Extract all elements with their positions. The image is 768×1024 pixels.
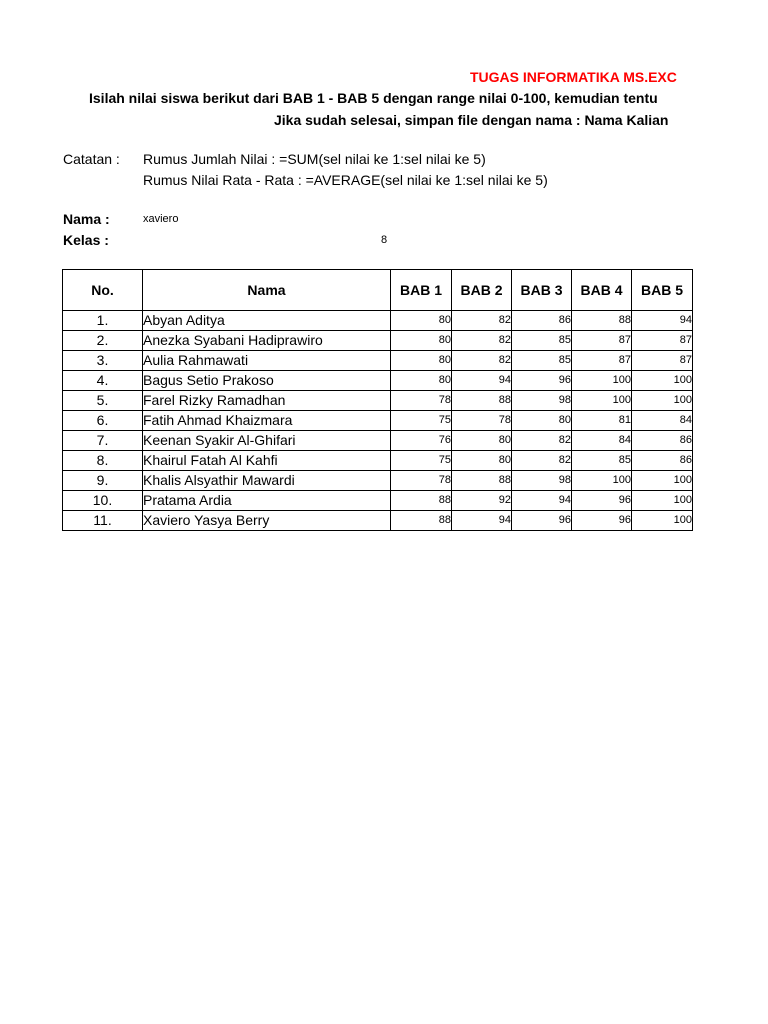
- table-row: [63, 331, 693, 351]
- header-bab2[interactable]: BAB 2: [452, 270, 512, 311]
- student-name-cell[interactable]: Anezka Syabani Hadiprawiro: [143, 331, 391, 351]
- student-name-cell[interactable]: Khalis Alsyathir Mawardi: [143, 471, 391, 491]
- score-cell-bab1[interactable]: 75: [391, 451, 452, 471]
- header-name[interactable]: Nama: [143, 270, 391, 311]
- student-name-cell[interactable]: Khairul Fatah Al Kahfi: [143, 451, 391, 471]
- student-name-cell[interactable]: Xaviero Yasya Berry: [143, 511, 391, 531]
- header-bab5[interactable]: BAB 5: [632, 270, 693, 311]
- row-number-cell[interactable]: 11.: [63, 511, 143, 531]
- row-number-cell[interactable]: 2.: [63, 331, 143, 351]
- header-bab4[interactable]: BAB 4: [572, 270, 632, 311]
- table-row: [63, 391, 693, 411]
- score-cell-bab3[interactable]: 98: [512, 391, 572, 411]
- score-cell-bab2[interactable]: 94: [452, 371, 512, 391]
- row-number-cell[interactable]: 3.: [63, 351, 143, 371]
- score-cell-bab1[interactable]: 88: [391, 511, 452, 531]
- table-row: [63, 511, 693, 531]
- score-cell-bab2[interactable]: 80: [452, 431, 512, 451]
- header-no[interactable]: No.: [63, 270, 143, 311]
- table-row: [63, 311, 693, 331]
- score-cell-bab4[interactable]: 88: [572, 311, 632, 331]
- score-cell-bab2[interactable]: 82: [452, 331, 512, 351]
- instruction-row-2: [0, 112, 692, 132]
- table-row: [63, 491, 693, 511]
- row-number-cell[interactable]: 9.: [63, 471, 143, 491]
- student-name-label: Nama :: [63, 211, 110, 227]
- score-cell-bab2[interactable]: 78: [452, 411, 512, 431]
- student-name-cell[interactable]: Aulia Rahmawati: [143, 351, 391, 371]
- table-header-row: [63, 270, 693, 311]
- score-cell-bab4[interactable]: 85: [572, 451, 632, 471]
- score-cell-bab5[interactable]: 100: [632, 371, 693, 391]
- sheet-title: TUGAS INFORMATIKA MS.EXC: [470, 69, 677, 85]
- score-cell-bab3[interactable]: 96: [512, 371, 572, 391]
- score-cell-bab5[interactable]: 100: [632, 491, 693, 511]
- table-row: [63, 371, 693, 391]
- sheet-title-row: [0, 69, 692, 89]
- table-row: [63, 411, 693, 431]
- score-cell-bab5[interactable]: 86: [632, 451, 693, 471]
- score-cell-bab4[interactable]: 100: [572, 391, 632, 411]
- score-cell-bab3[interactable]: 82: [512, 431, 572, 451]
- score-cell-bab1[interactable]: 80: [391, 311, 452, 331]
- table-row: [63, 471, 693, 491]
- score-cell-bab4[interactable]: 100: [572, 471, 632, 491]
- score-cell-bab4[interactable]: 100: [572, 371, 632, 391]
- score-cell-bab2[interactable]: 88: [452, 391, 512, 411]
- notes-label: Catatan :: [63, 151, 120, 167]
- score-cell-bab4[interactable]: 81: [572, 411, 632, 431]
- score-cell-bab2[interactable]: 80: [452, 451, 512, 471]
- score-cell-bab3[interactable]: 94: [512, 491, 572, 511]
- score-cell-bab4[interactable]: 87: [572, 351, 632, 371]
- student-name-cell[interactable]: Keenan Syakir Al-Ghifari: [143, 431, 391, 451]
- score-cell-bab1[interactable]: 80: [391, 371, 452, 391]
- row-number-cell[interactable]: 10.: [63, 491, 143, 511]
- score-cell-bab3[interactable]: 85: [512, 331, 572, 351]
- score-cell-bab1[interactable]: 80: [391, 331, 452, 351]
- score-cell-bab5[interactable]: 87: [632, 331, 693, 351]
- score-cell-bab5[interactable]: 100: [632, 391, 693, 411]
- student-name-cell[interactable]: Bagus Setio Prakoso: [143, 371, 391, 391]
- header-bab3[interactable]: BAB 3: [512, 270, 572, 311]
- score-cell-bab3[interactable]: 85: [512, 351, 572, 371]
- row-number-cell[interactable]: 5.: [63, 391, 143, 411]
- score-cell-bab2[interactable]: 92: [452, 491, 512, 511]
- row-number-cell[interactable]: 1.: [63, 311, 143, 331]
- student-name-cell[interactable]: Abyan Aditya: [143, 311, 391, 331]
- score-cell-bab5[interactable]: 87: [632, 351, 693, 371]
- score-cell-bab1[interactable]: 78: [391, 391, 452, 411]
- score-cell-bab1[interactable]: 88: [391, 491, 452, 511]
- score-cell-bab2[interactable]: 88: [452, 471, 512, 491]
- student-class-cell[interactable]: 8: [381, 234, 388, 246]
- score-cell-bab5[interactable]: 84: [632, 411, 693, 431]
- score-cell-bab4[interactable]: 84: [572, 431, 632, 451]
- score-cell-bab2[interactable]: 94: [452, 511, 512, 531]
- score-cell-bab1[interactable]: 78: [391, 471, 452, 491]
- instruction-line-1: Isilah nilai siswa berikut dari BAB 1 - BAB 5 dengan range nilai 0-100, kemudian tentu: [89, 90, 658, 106]
- student-name-cell[interactable]: xaviero: [143, 213, 179, 225]
- score-cell-bab1[interactable]: 75: [391, 411, 452, 431]
- table-body: [63, 311, 693, 531]
- row-number-cell[interactable]: 4.: [63, 371, 143, 391]
- score-cell-bab3[interactable]: 96: [512, 511, 572, 531]
- row-number-cell[interactable]: 8.: [63, 451, 143, 471]
- instruction-line-2: Jika sudah selesai, simpan file dengan nama : Nama Kalian: [274, 112, 669, 128]
- table-row: [63, 431, 693, 451]
- score-cell-bab1[interactable]: 80: [391, 351, 452, 371]
- score-cell-bab5[interactable]: 94: [632, 311, 693, 331]
- score-cell-bab3[interactable]: 98: [512, 471, 572, 491]
- header-bab1[interactable]: BAB 1: [391, 270, 452, 311]
- score-cell-bab5[interactable]: 100: [632, 511, 693, 531]
- score-cell-bab5[interactable]: 100: [632, 471, 693, 491]
- student-name-cell[interactable]: Farel Rizky Ramadhan: [143, 391, 391, 411]
- score-cell-bab4[interactable]: 96: [572, 491, 632, 511]
- instruction-row-1: [0, 90, 692, 110]
- row-number-cell[interactable]: 7.: [63, 431, 143, 451]
- student-name-cell[interactable]: Pratama Ardia: [143, 491, 391, 511]
- score-cell-bab1[interactable]: 76: [391, 431, 452, 451]
- student-class-label: Kelas :: [63, 232, 109, 248]
- score-cell-bab4[interactable]: 96: [572, 511, 632, 531]
- grades-table: [62, 269, 693, 531]
- score-cell-bab3[interactable]: 86: [512, 311, 572, 331]
- student-name-cell[interactable]: Fatih Ahmad Khaizmara: [143, 411, 391, 431]
- score-cell-bab3[interactable]: 82: [512, 451, 572, 471]
- notes-sum-formula: Rumus Jumlah Nilai : =SUM(sel nilai ke 1:sel nilai ke 5): [143, 151, 486, 167]
- score-cell-bab2[interactable]: 82: [452, 351, 512, 371]
- score-cell-bab2[interactable]: 82: [452, 311, 512, 331]
- notes-average-formula: Rumus Nilai Rata - Rata : =AVERAGE(sel nilai ke 1:sel nilai ke 5): [143, 172, 548, 188]
- score-cell-bab5[interactable]: 86: [632, 431, 693, 451]
- table-row: [63, 351, 693, 371]
- row-number-cell[interactable]: 6.: [63, 411, 143, 431]
- table-row: [63, 451, 693, 471]
- score-cell-bab3[interactable]: 80: [512, 411, 572, 431]
- score-cell-bab4[interactable]: 87: [572, 331, 632, 351]
